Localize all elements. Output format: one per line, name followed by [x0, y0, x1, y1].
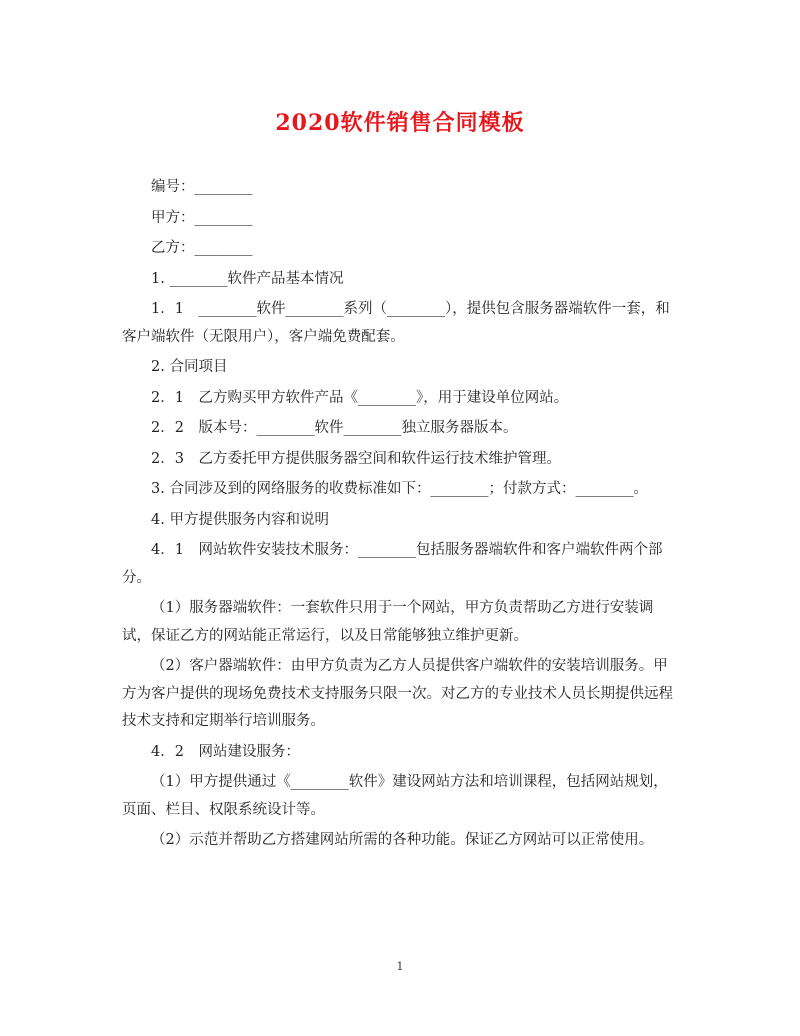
- document-body: [122, 174, 674, 858]
- paragraph-section-4: 4. 甲方提供服务内容和说明: [151, 511, 329, 528]
- paragraph-section-4-1: 4．1 网站软件安装技术服务：________包括服务器端软件和客户端软件两个部分。: [122, 542, 663, 586]
- paragraph-section-3: 3. 合同涉及到的网络服务的收费标准如下：________；付款方式：________。: [151, 481, 648, 497]
- paragraph-section-2-3: 2．3 乙方委托甲方提供服务器空间和软件运行技术维护管理。: [151, 450, 561, 467]
- paragraph-section-4-1-item-1: （1）服务器端软件：一套软件只用于一个网站，甲方负责帮助乙方进行安装调试，保证乙方的网站能正常运行，以及日常能够独立维护更新。: [122, 600, 654, 644]
- paragraph-contract-number: 编号：________: [151, 179, 253, 195]
- paragraph-section-4-2-item-1: （1）甲方提供通过《________软件》建设网站方法和培训课程，包括网站规划，页面、栏目、权限系统设计等。: [122, 774, 668, 818]
- paragraph-section-2-2: 2．2 版本号：________软件________独立服务器版本。: [151, 420, 518, 436]
- paragraph-party-a: 甲方：________: [151, 209, 253, 226]
- page-number: 1: [396, 960, 404, 973]
- paragraph-section-4-2: 4．2 网站建设服务：: [151, 743, 300, 760]
- paragraph-section-1: 1. ________软件产品基本情况: [151, 270, 344, 287]
- paragraph-party-b: 乙方：________: [151, 240, 253, 256]
- document-title: 2020软件销售合同模板: [275, 110, 525, 136]
- paragraph-section-2-1: 2．1 乙方购买甲方软件产品《________》，用于建设单位网站。: [151, 389, 569, 406]
- paragraph-section-2: 2. 合同项目: [151, 359, 228, 375]
- paragraph-section-4-2-item-2: （2）示范并帮助乙方搭建网站所需的各种功能。保证乙方网站可以正常使用。: [151, 832, 654, 848]
- paragraph-section-4-1-item-2: （2）客户器端软件：由甲方负责为乙方人员提供客户端软件的安装培训服务。甲方为客户提供的现场免费技术支持服务只限一次。对乙方的专业技术人员长期提供远程技术支持和定期举行培训服务。: [122, 658, 673, 729]
- paragraph-section-1-1: 1．1 ________软件________系列（________），提供包含服务器端软件一套，和客户端软件（无限用户），客户端免费配套。: [122, 301, 670, 345]
